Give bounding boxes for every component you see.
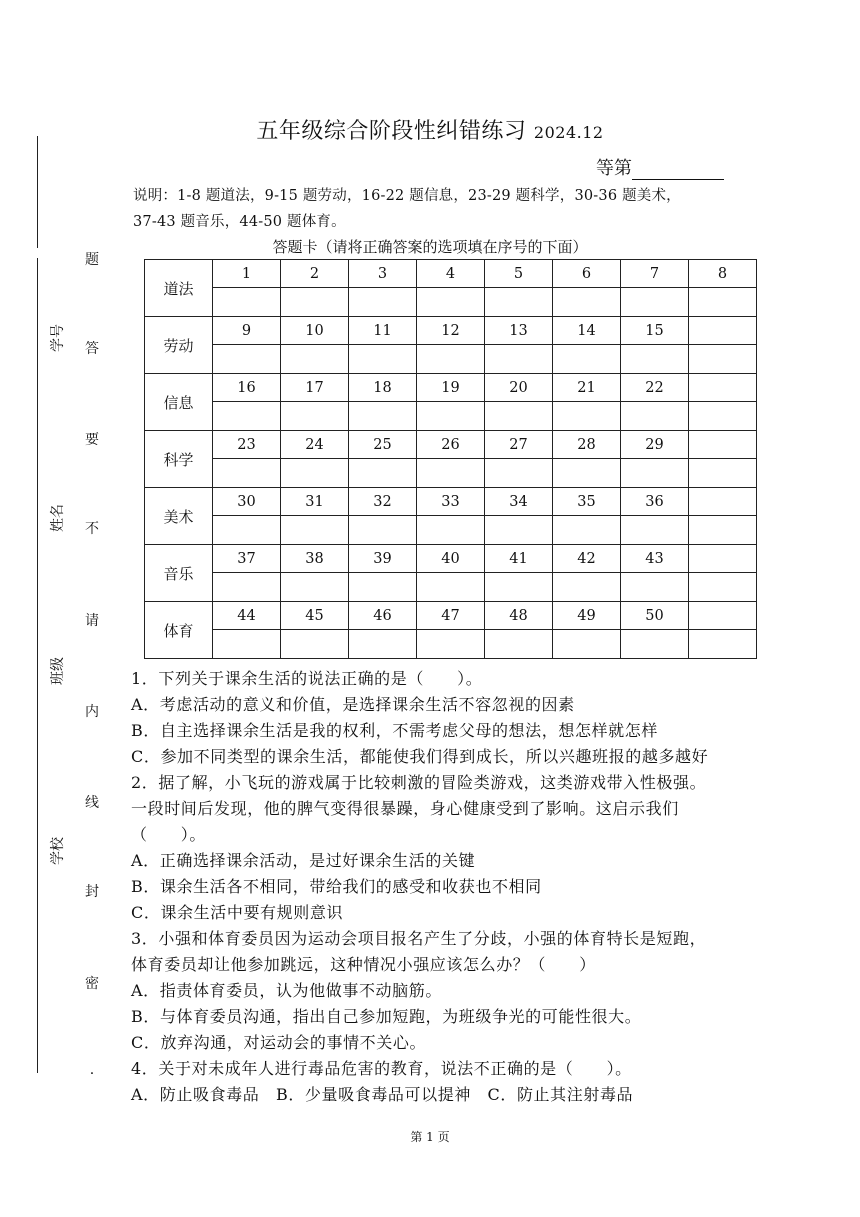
answer-blank-cell[interactable] bbox=[281, 516, 349, 545]
answer-blank-cell[interactable] bbox=[621, 516, 689, 545]
answer-blank-cell[interactable] bbox=[417, 459, 485, 488]
question-3-stem: 3．小强和体育委员因为运动会项目报名产生了分歧，小强的体育特长是短跑， bbox=[131, 929, 707, 948]
question-number-cell: 27 bbox=[485, 431, 553, 459]
answer-row-blanks bbox=[145, 573, 757, 602]
subject-label: 科学 bbox=[145, 431, 213, 488]
answer-row-numbers bbox=[145, 260, 757, 288]
margin-char: 请 bbox=[85, 613, 99, 629]
margin-char: 答 bbox=[85, 341, 99, 357]
question-3-option-c: C．放弃沟通，对运动会的事情不关心。 bbox=[131, 1033, 427, 1052]
question-number-cell: 47 bbox=[417, 602, 485, 630]
question-number-cell: 5 bbox=[485, 260, 553, 288]
question-2-option-b: B．课余生活各不相同，带给我们的感受和收获也不相同 bbox=[131, 877, 542, 896]
margin-char: 密 bbox=[85, 976, 99, 992]
question-number-cell: 15 bbox=[621, 317, 689, 345]
answer-blank-cell[interactable] bbox=[553, 459, 621, 488]
page-title bbox=[0, 114, 860, 145]
answer-blank-cell[interactable] bbox=[281, 288, 349, 317]
answer-blank-cell[interactable] bbox=[621, 402, 689, 431]
question-3-option-a: A．指责体育委员，认为他做事不动脑筋。 bbox=[131, 981, 442, 1000]
question-number-cell: 46 bbox=[349, 602, 417, 630]
instructions-line-2: 37-43 题音乐，44-50 题体育。 bbox=[133, 214, 346, 230]
question-number-cell: 12 bbox=[417, 317, 485, 345]
question-number-cell bbox=[689, 317, 757, 345]
title-date: 2024.12 bbox=[533, 123, 604, 142]
answer-blank-cell[interactable] bbox=[689, 345, 757, 374]
question-number-cell bbox=[689, 374, 757, 402]
question-number-cell: 11 bbox=[349, 317, 417, 345]
subject-label: 道法 bbox=[145, 260, 213, 317]
answer-row-blanks bbox=[145, 402, 757, 431]
subject-label: 信息 bbox=[145, 374, 213, 431]
title-text: 五年级综合阶段性纠错练习 bbox=[256, 119, 527, 144]
margin-line-bottom bbox=[37, 258, 38, 1073]
question-number-cell bbox=[689, 431, 757, 459]
answer-blank-cell[interactable] bbox=[417, 288, 485, 317]
answer-blank-cell[interactable] bbox=[553, 345, 621, 374]
question-number-cell bbox=[689, 488, 757, 516]
answer-blank-cell[interactable] bbox=[349, 630, 417, 659]
answer-blank-cell[interactable] bbox=[553, 288, 621, 317]
question-number-cell: 3 bbox=[349, 260, 417, 288]
question-number-cell: 37 bbox=[213, 545, 281, 573]
question-number-cell: 19 bbox=[417, 374, 485, 402]
question-number-cell: 31 bbox=[281, 488, 349, 516]
answer-blank-cell[interactable] bbox=[621, 345, 689, 374]
answer-blank-cell[interactable] bbox=[281, 345, 349, 374]
question-number-cell: 50 bbox=[621, 602, 689, 630]
grade-label: 等第 bbox=[596, 158, 632, 179]
question-number-cell: 41 bbox=[485, 545, 553, 573]
question-2-stem: 2．据了解，小飞玩的游戏属于比较刺激的冒险类游戏，这类游戏带入性极强。 bbox=[131, 773, 707, 792]
answer-blank-cell[interactable] bbox=[485, 459, 553, 488]
question-number-cell: 6 bbox=[553, 260, 621, 288]
question-number-cell: 39 bbox=[349, 545, 417, 573]
answer-blank-cell[interactable] bbox=[553, 573, 621, 602]
question-number-cell: 43 bbox=[621, 545, 689, 573]
margin-line-top bbox=[37, 136, 38, 248]
question-number-cell: 23 bbox=[213, 431, 281, 459]
answer-blank-cell[interactable] bbox=[349, 402, 417, 431]
answer-blank-cell[interactable] bbox=[485, 573, 553, 602]
question-3-option-b: B．与体育委员沟通，指出自己参加短跑，为班级争光的可能性很大。 bbox=[131, 1007, 642, 1026]
question-number-cell: 34 bbox=[485, 488, 553, 516]
answer-blank-cell[interactable] bbox=[213, 402, 281, 431]
answer-blank-cell[interactable] bbox=[689, 459, 757, 488]
answer-row-blanks bbox=[145, 288, 757, 317]
answer-blank-cell[interactable] bbox=[485, 516, 553, 545]
margin-char: 题 bbox=[85, 252, 99, 268]
answer-card-table bbox=[144, 259, 757, 659]
answer-row-numbers bbox=[145, 374, 757, 402]
question-number-cell: 40 bbox=[417, 545, 485, 573]
answer-blank-cell[interactable] bbox=[621, 630, 689, 659]
answer-blank-cell[interactable] bbox=[553, 402, 621, 431]
question-number-cell: 9 bbox=[213, 317, 281, 345]
margin-char: 线 bbox=[85, 795, 99, 811]
question-number-cell: 21 bbox=[553, 374, 621, 402]
question-number-cell: 32 bbox=[349, 488, 417, 516]
margin-label-name: 姓名 bbox=[50, 504, 66, 532]
question-1-stem: 1．下列关于课余生活的说法正确的是（ ）。 bbox=[131, 669, 483, 688]
subject-label: 劳动 bbox=[145, 317, 213, 374]
page-footer: 第 1 页 bbox=[410, 1130, 450, 1144]
question-number-cell: 8 bbox=[689, 260, 757, 288]
question-number-cell: 24 bbox=[281, 431, 349, 459]
answer-blank-cell[interactable] bbox=[281, 630, 349, 659]
margin-label-student-id: 学号 bbox=[50, 324, 66, 352]
question-number-cell: 38 bbox=[281, 545, 349, 573]
answer-row-numbers bbox=[145, 317, 757, 345]
answer-blank-cell[interactable] bbox=[349, 516, 417, 545]
question-number-cell: 29 bbox=[621, 431, 689, 459]
answer-blank-cell[interactable] bbox=[689, 288, 757, 317]
margin-char: 不 bbox=[85, 521, 99, 537]
answer-blank-cell[interactable] bbox=[417, 345, 485, 374]
question-4-options: A．防止吸食毒品 B．少量吸食毒品可以提神 C．防止其注射毒品 bbox=[131, 1085, 634, 1104]
answer-blank-cell[interactable] bbox=[417, 630, 485, 659]
question-number-cell: 7 bbox=[621, 260, 689, 288]
answer-row-numbers bbox=[145, 488, 757, 516]
question-number-cell: 4 bbox=[417, 260, 485, 288]
question-number-cell: 30 bbox=[213, 488, 281, 516]
margin-label-school: 学校 bbox=[50, 837, 66, 865]
answer-row-blanks bbox=[145, 630, 757, 659]
question-number-cell: 48 bbox=[485, 602, 553, 630]
answer-blank-cell[interactable] bbox=[485, 345, 553, 374]
answer-blank-cell[interactable] bbox=[485, 288, 553, 317]
margin-char: . bbox=[89, 1062, 95, 1078]
answer-row-numbers bbox=[145, 431, 757, 459]
grade-field bbox=[596, 154, 724, 180]
answer-blank-cell[interactable] bbox=[349, 288, 417, 317]
answer-blank-cell[interactable] bbox=[689, 402, 757, 431]
answer-row-numbers bbox=[145, 545, 757, 573]
question-number-cell: 20 bbox=[485, 374, 553, 402]
margin-char: 要 bbox=[85, 432, 99, 448]
answer-blank-cell[interactable] bbox=[485, 630, 553, 659]
answer-blank-cell[interactable] bbox=[689, 573, 757, 602]
question-3-stem: 体育委员却让他参加跳远，这种情况小强应该怎么办？（ ） bbox=[131, 955, 596, 974]
question-1-option-b: B．自主选择课余生活是我的权利，不需考虑父母的想法，想怎样就怎样 bbox=[131, 721, 658, 740]
answer-blank-cell[interactable] bbox=[213, 516, 281, 545]
question-number-cell: 10 bbox=[281, 317, 349, 345]
answer-blank-cell[interactable] bbox=[213, 459, 281, 488]
answer-blank-cell[interactable] bbox=[417, 516, 485, 545]
margin-label-class: 班级 bbox=[50, 657, 66, 685]
answer-blank-cell[interactable] bbox=[213, 288, 281, 317]
question-1-option-c: C．参加不同类型的课余生活，都能使我们得到成长，所以兴趣班报的越多越好 bbox=[131, 747, 709, 766]
subject-label: 体育 bbox=[145, 602, 213, 659]
question-2-option-a: A．正确选择课余活动，是过好课余生活的关键 bbox=[131, 851, 476, 870]
question-4-stem: 4．关于对未成年人进行毒品危害的教育，说法不正确的是（ ）。 bbox=[131, 1059, 632, 1078]
question-number-cell bbox=[689, 602, 757, 630]
question-number-cell: 28 bbox=[553, 431, 621, 459]
answer-blank-cell[interactable] bbox=[349, 345, 417, 374]
answer-blank-cell[interactable] bbox=[417, 402, 485, 431]
answer-card-caption: 答题卡（请将正确答案的选项填在序号的下面） bbox=[272, 238, 588, 256]
answer-row-blanks bbox=[145, 516, 757, 545]
question-2-stem: （ ）。 bbox=[131, 825, 207, 844]
question-number-cell: 36 bbox=[621, 488, 689, 516]
answer-blank-cell[interactable] bbox=[689, 516, 757, 545]
question-number-cell: 35 bbox=[553, 488, 621, 516]
answer-blank-cell[interactable] bbox=[553, 516, 621, 545]
grade-blank[interactable] bbox=[632, 161, 724, 180]
answer-blank-cell[interactable] bbox=[213, 345, 281, 374]
question-2-option-c: C．课余生活中要有规则意识 bbox=[131, 903, 344, 922]
question-number-cell: 16 bbox=[213, 374, 281, 402]
margin-char: 内 bbox=[85, 704, 99, 720]
question-number-cell: 45 bbox=[281, 602, 349, 630]
question-number-cell: 49 bbox=[553, 602, 621, 630]
question-number-cell: 33 bbox=[417, 488, 485, 516]
question-number-cell: 13 bbox=[485, 317, 553, 345]
margin-char: 封 bbox=[85, 884, 99, 900]
question-2-stem: 一段时间后发现，他的脾气变得很暴躁，身心健康受到了影响。这启示我们 bbox=[131, 799, 679, 818]
subject-label: 美术 bbox=[145, 488, 213, 545]
question-number-cell: 25 bbox=[349, 431, 417, 459]
answer-blank-cell[interactable] bbox=[213, 573, 281, 602]
question-number-cell: 26 bbox=[417, 431, 485, 459]
answer-blank-cell[interactable] bbox=[281, 573, 349, 602]
answer-blank-cell[interactable] bbox=[553, 630, 621, 659]
answer-blank-cell[interactable] bbox=[689, 630, 757, 659]
question-number-cell: 2 bbox=[281, 260, 349, 288]
answer-row-numbers bbox=[145, 602, 757, 630]
question-number-cell bbox=[689, 545, 757, 573]
answer-blank-cell[interactable] bbox=[349, 573, 417, 602]
answer-blank-cell[interactable] bbox=[485, 402, 553, 431]
answer-blank-cell[interactable] bbox=[621, 459, 689, 488]
instructions-line-1: 说明：1-8 题道法，9-15 题劳动，16-22 题信息，23-29 题科学，30-36 题美术， bbox=[133, 188, 681, 204]
question-number-cell: 14 bbox=[553, 317, 621, 345]
answer-row-blanks bbox=[145, 459, 757, 488]
answer-row-blanks bbox=[145, 345, 757, 374]
answer-blank-cell[interactable] bbox=[349, 459, 417, 488]
question-number-cell: 17 bbox=[281, 374, 349, 402]
question-number-cell: 22 bbox=[621, 374, 689, 402]
answer-blank-cell[interactable] bbox=[213, 630, 281, 659]
subject-label: 音乐 bbox=[145, 545, 213, 602]
question-number-cell: 44 bbox=[213, 602, 281, 630]
question-number-cell: 1 bbox=[213, 260, 281, 288]
question-number-cell: 42 bbox=[553, 545, 621, 573]
answer-blank-cell[interactable] bbox=[281, 459, 349, 488]
answer-blank-cell[interactable] bbox=[621, 288, 689, 317]
answer-blank-cell[interactable] bbox=[281, 402, 349, 431]
question-number-cell: 18 bbox=[349, 374, 417, 402]
answer-blank-cell[interactable] bbox=[417, 573, 485, 602]
answer-blank-cell[interactable] bbox=[621, 573, 689, 602]
question-1-option-a: A．考虑活动的意义和价值，是选择课余生活不容忽视的因素 bbox=[131, 695, 575, 714]
